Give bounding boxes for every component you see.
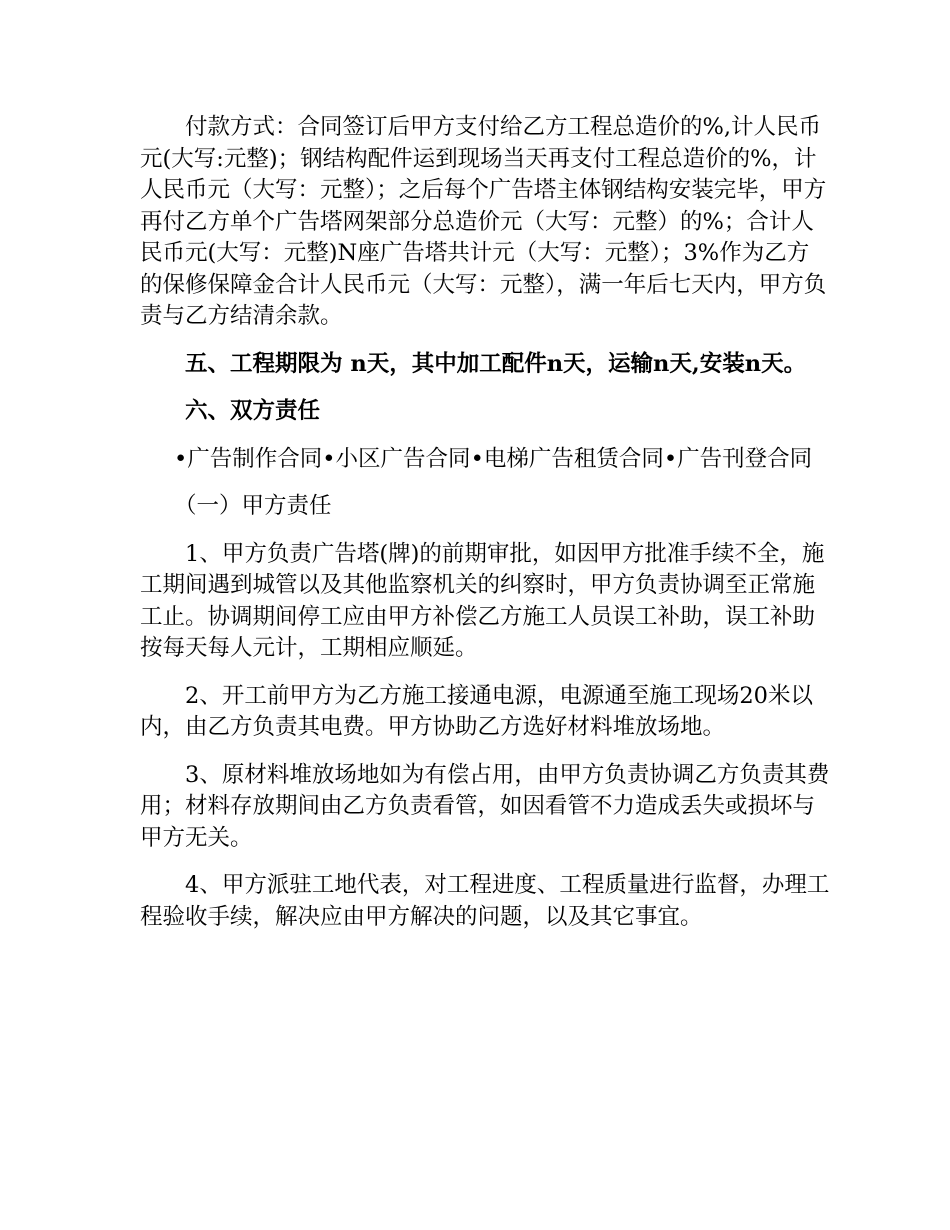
payment-terms-paragraph: 付款方式：合同签订后甲方支付给乙方工程总造价的%,计人民币元(大写:元整)；钢结构配件运到现场当天再支付工程总造价的%，计人民币元（大写：元整）；之后每个广告塔主体钢结构安装完毕，甲方再付乙方单个广告塔网架部分总造价元（大写：元整）的%；合计人民币元(大写：元整)N座广告塔共计元（大写：元整）；3%作为乙方的保修保障金合计人民币元（大写：元整），满一年后七天内，甲方负责与乙方结清余款。	[140, 114, 827, 329]
item-4-paragraph: 4、甲方派驻工地代表，对工程进度、工程质量进行监督，办理工程验收手续，解决应由甲方解决的问题，以及其它事宜。	[140, 872, 830, 930]
item-1-paragraph: 1、甲方负责广告塔(牌)的前期审批，如因甲方批准手续不全，施工期间遇到城管以及其他监察机关的纠察时，甲方负责协调至正常施工止。协调期间停工应由甲方补偿乙方施工人员误工补助，误工补助按每天每人元计，工期相应顺延。	[140, 540, 825, 661]
link-community-ad-contract[interactable]: •小区广告合同	[322, 445, 471, 472]
related-links	[140, 444, 830, 476]
document-body	[140, 112, 830, 949]
subsection-party-a-heading: （一）甲方责任	[174, 493, 332, 519]
section-six-heading: 六、双方责任	[185, 398, 321, 424]
section-five-heading: 五、工程期限为 n天，其中加工配件n天，运输n天,安装n天。	[185, 350, 807, 377]
item-3-paragraph: 3、原材料堆放场地如为有偿占用，由甲方负责协调乙方负责其费用；材料存放期间由乙方负责看管，如因看管不力造成丢失或损坏与甲方无关。	[140, 761, 830, 851]
link-elevator-ad-lease-contract[interactable]: •电梯广告租赁合同	[470, 445, 664, 472]
link-ad-production-contract[interactable]: •广告制作合同	[174, 445, 323, 472]
item-2-paragraph: 2、开工前甲方为乙方施工接通电源，电源通至施工现场20米以内，由乙方负责其电费。甲方协助乙方选好材料堆放场地。	[140, 682, 813, 740]
link-ad-publication-contract[interactable]: •广告刊登合同	[663, 445, 813, 472]
